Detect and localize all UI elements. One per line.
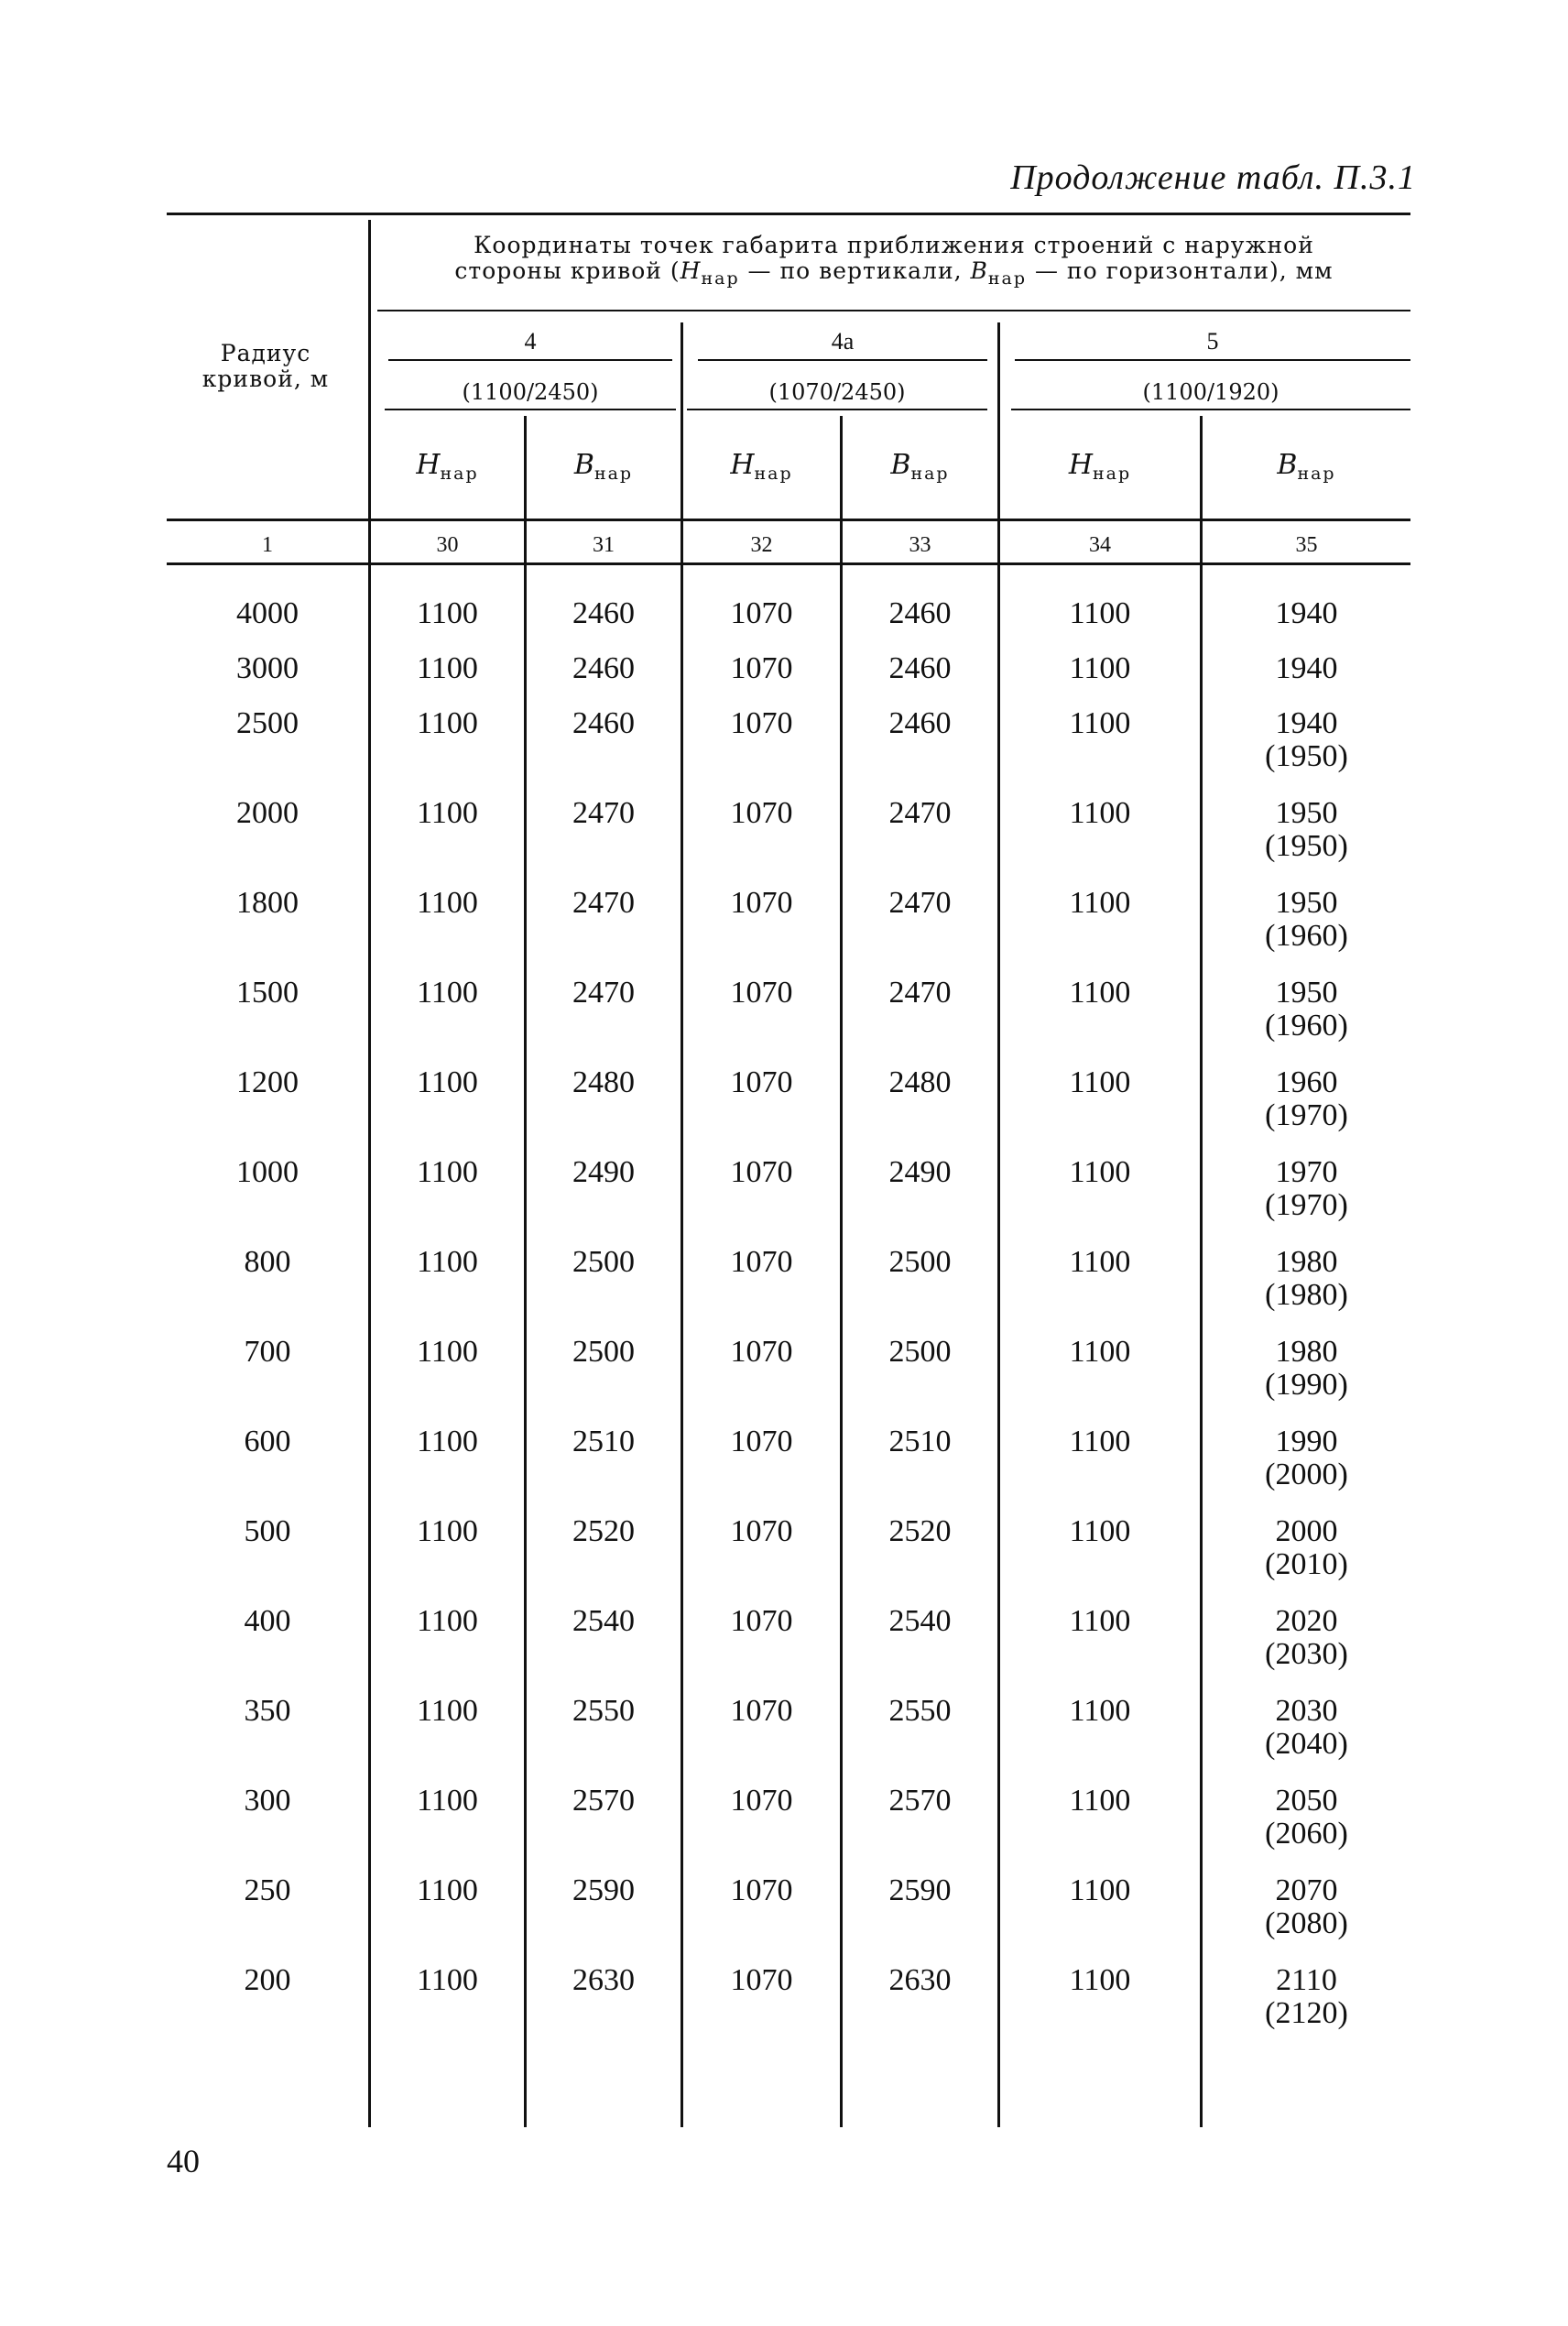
table-cell-34: 1100 — [1069, 796, 1131, 830]
caption-line-1: Координаты точек габарита приближения строений с наружной — [474, 232, 1314, 258]
radius-cell: 600 — [244, 1425, 291, 1458]
caption-text-c: — по горизонтали), мм — [1027, 257, 1334, 284]
radius-cell: 350 — [244, 1694, 291, 1728]
table-cell-30: 1100 — [417, 1514, 478, 1548]
table-cell-33: 2570 — [888, 1784, 952, 1818]
table-cell-30: 1100 — [417, 651, 478, 685]
table-cell-30: 1100 — [417, 796, 478, 830]
table-cell-35-bracketed: (2000) — [1265, 1458, 1348, 1491]
table-cell-35: 1940 — [1275, 596, 1338, 630]
table-cell-33: 2550 — [888, 1694, 952, 1728]
table-cell-31: 2470 — [572, 976, 635, 1010]
table-cell-32: 1070 — [730, 1065, 793, 1099]
radius-cell: 1200 — [236, 1065, 299, 1099]
table-cell-32: 1070 — [730, 1425, 793, 1458]
table-cell-35: 1980 — [1275, 1245, 1338, 1279]
radius-cell: 200 — [244, 1963, 291, 1997]
table-cell-33: 2500 — [888, 1245, 952, 1279]
table-cell-35: 1950 — [1275, 796, 1338, 830]
table-cell-31: 2460 — [572, 651, 635, 685]
caption-b-sub: нар — [987, 268, 1028, 289]
column-number-32: 32 — [750, 533, 773, 557]
table-cell-33: 2510 — [888, 1425, 952, 1458]
radius-cell: 700 — [244, 1335, 291, 1369]
table-cell-32: 1070 — [730, 886, 793, 920]
table-cell-32: 1070 — [730, 1514, 793, 1548]
radius-header — [167, 341, 365, 392]
page-title: Продолжение табл. П.3.1 — [1010, 158, 1416, 197]
table-cell-35: 1980 — [1275, 1335, 1338, 1369]
group-5-label-rule — [1015, 359, 1410, 361]
table-cell-31: 2630 — [572, 1963, 635, 1997]
table-cell-31: 2470 — [572, 796, 635, 830]
table-cell-30: 1100 — [417, 976, 478, 1010]
table-cell-34: 1100 — [1069, 1155, 1131, 1189]
subheader-bottom-rule — [167, 519, 1410, 521]
radius-cell: 400 — [244, 1604, 291, 1638]
group-5-profile-rule — [1011, 409, 1410, 410]
column-number-33: 33 — [909, 533, 931, 557]
group-4a-profile-rule — [687, 409, 987, 410]
table-cell-33: 2500 — [888, 1335, 952, 1369]
radius-cell: 800 — [244, 1245, 291, 1279]
column-number-1: 1 — [262, 533, 273, 557]
group-profile-5: (1100/1920) — [1142, 379, 1279, 405]
table-cell-34: 1100 — [1069, 1604, 1131, 1638]
table-cell-34: 1100 — [1069, 886, 1131, 920]
table-cell-35: 1940 — [1275, 651, 1338, 685]
table-cell-33: 2460 — [888, 596, 952, 630]
table-caption — [377, 232, 1410, 289]
caption-line-2 — [377, 257, 1410, 289]
table-cell-31: 2470 — [572, 886, 635, 920]
table-cell-31: 2500 — [572, 1245, 635, 1279]
table-cell-33: 2470 — [888, 976, 952, 1010]
table-cell-30: 1100 — [417, 886, 478, 920]
table-cell-33: 2590 — [888, 1873, 952, 1907]
table-cell-34: 1100 — [1069, 596, 1131, 630]
table-cell-34: 1100 — [1069, 1065, 1131, 1099]
radius-cell: 300 — [244, 1784, 291, 1818]
column-number-30: 30 — [436, 533, 459, 557]
table-cell-31: 2500 — [572, 1335, 635, 1369]
table-cell-32: 1070 — [730, 1784, 793, 1818]
radius-cell: 500 — [244, 1514, 291, 1548]
table-cell-32: 1070 — [730, 1335, 793, 1369]
table-cell-35: 1950 — [1275, 976, 1338, 1010]
table-cell-31: 2590 — [572, 1873, 635, 1907]
table-cell-35-bracketed: (1960) — [1265, 1009, 1348, 1043]
table-cell-31: 2460 — [572, 706, 635, 740]
table-cell-35-bracketed: (2120) — [1265, 1996, 1348, 2030]
table-cell-31: 2490 — [572, 1155, 635, 1189]
table-cell-30: 1100 — [417, 1694, 478, 1728]
radius-cell: 1000 — [236, 1155, 299, 1189]
table-cell-33: 2460 — [888, 706, 952, 740]
radius-cell: 2000 — [236, 796, 299, 830]
table-cell-30: 1100 — [417, 706, 478, 740]
caption-text-b: — по вертикали, — [739, 257, 971, 284]
table-cell-30: 1100 — [417, 1784, 478, 1818]
table-cell-33: 2470 — [888, 796, 952, 830]
table-cell-33: 2520 — [888, 1514, 952, 1548]
table-cell-30: 1100 — [417, 1245, 478, 1279]
table-cell-34: 1100 — [1069, 1784, 1131, 1818]
table-cell-35: 2030 — [1275, 1694, 1338, 1728]
table-cell-32: 1070 — [730, 1963, 793, 1997]
table-cell-32: 1070 — [730, 1694, 793, 1728]
column-number-34: 34 — [1089, 533, 1111, 557]
subheader-col-30: $H_{нар}$ — [416, 449, 479, 484]
table-cell-33: 2460 — [888, 651, 952, 685]
table-cell-34: 1100 — [1069, 651, 1131, 685]
table-cell-35-bracketed: (1970) — [1265, 1098, 1348, 1132]
table-cell-34: 1100 — [1069, 1694, 1131, 1728]
table-cell-35-bracketed: (2080) — [1265, 1906, 1348, 1940]
table-cell-35: 2000 — [1275, 1514, 1338, 1548]
table-cell-31: 2510 — [572, 1425, 635, 1458]
caption-bottom-rule — [377, 310, 1410, 311]
table-cell-35-bracketed: (1960) — [1265, 919, 1348, 953]
table-cell-35-bracketed: (2040) — [1265, 1727, 1348, 1761]
group-label-4: 4 — [524, 328, 537, 355]
table-cell-33: 2630 — [888, 1963, 952, 1997]
group-4a-label-rule — [698, 359, 987, 361]
radius-cell: 250 — [244, 1873, 291, 1907]
table-cell-35: 2020 — [1275, 1604, 1338, 1638]
page-number: 40 — [167, 2143, 200, 2179]
table-cell-34: 1100 — [1069, 1245, 1131, 1279]
table-cell-31: 2460 — [572, 596, 635, 630]
table-cell-34: 1100 — [1069, 1514, 1131, 1548]
caption-b-var: B — [970, 257, 988, 284]
table-cell-32: 1070 — [730, 1245, 793, 1279]
table-cell-31: 2540 — [572, 1604, 635, 1638]
table-cell-31: 2570 — [572, 1784, 635, 1818]
table-cell-35: 1990 — [1275, 1425, 1338, 1458]
group-divider-1 — [681, 322, 683, 2127]
table-cell-30: 1100 — [417, 1963, 478, 1997]
column-number-31: 31 — [593, 533, 615, 557]
table-cell-30: 1100 — [417, 1604, 478, 1638]
table-cell-35-bracketed: (1990) — [1265, 1368, 1348, 1402]
table-cell-35: 1970 — [1275, 1155, 1338, 1189]
group-profile-4a: (1070/2450) — [768, 379, 906, 405]
table-cell-35-bracketed: (1950) — [1265, 829, 1348, 863]
table-cell-30: 1100 — [417, 1155, 478, 1189]
table-cell-35-bracketed: (1950) — [1265, 739, 1348, 773]
radius-header-line-1: Радиус — [220, 340, 311, 366]
subheader-col-33: $B_{нар}$ — [890, 449, 950, 484]
table-cell-35-bracketed: (2030) — [1265, 1637, 1348, 1671]
table-cell-35-bracketed: (1980) — [1265, 1278, 1348, 1312]
group-label-5: 5 — [1206, 328, 1219, 355]
table-cell-33: 2470 — [888, 886, 952, 920]
subheader-col-34: $H_{нар}$ — [1068, 449, 1132, 484]
table-cell-35-bracketed: (2060) — [1265, 1817, 1348, 1851]
table-cell-30: 1100 — [417, 1425, 478, 1458]
table-cell-35: 2110 — [1276, 1963, 1337, 1997]
table-cell-32: 1070 — [730, 976, 793, 1010]
table-cell-32: 1070 — [730, 651, 793, 685]
table-cell-33: 2490 — [888, 1155, 952, 1189]
group-4-label-rule — [388, 359, 672, 361]
table-cell-32: 1070 — [730, 596, 793, 630]
group-profile-4: (1100/2450) — [462, 379, 599, 405]
table-cell-31: 2550 — [572, 1694, 635, 1728]
table-cell-35-bracketed: (1970) — [1265, 1188, 1348, 1222]
table-cell-35-bracketed: (2010) — [1265, 1547, 1348, 1581]
subheader-col-31: $B_{нар}$ — [573, 449, 634, 484]
table-cell-34: 1100 — [1069, 706, 1131, 740]
radius-cell: 4000 — [236, 596, 299, 630]
group-label-4a: 4а — [831, 328, 855, 355]
caption-h-var: H — [680, 257, 702, 284]
radius-cell: 2500 — [236, 706, 299, 740]
caption-h-sub: нар — [701, 268, 740, 289]
table-cell-32: 1070 — [730, 1604, 793, 1638]
radius-cell: 1800 — [236, 886, 299, 920]
table-cell-30: 1100 — [417, 596, 478, 630]
subheader-col-35: $B_{нар}$ — [1277, 449, 1336, 484]
table-cell-33: 2480 — [888, 1065, 952, 1099]
table-cell-32: 1070 — [730, 706, 793, 740]
table-cell-34: 1100 — [1069, 1963, 1131, 1997]
table-cell-30: 1100 — [417, 1065, 478, 1099]
table-cell-34: 1100 — [1069, 1873, 1131, 1907]
table-cell-30: 1100 — [417, 1335, 478, 1369]
subheader-col-32: $H_{нар}$ — [730, 449, 793, 484]
table-cell-31: 2520 — [572, 1514, 635, 1548]
table-cell-35: 1950 — [1275, 886, 1338, 920]
table-cell-31: 2480 — [572, 1065, 635, 1099]
caption-text-a: стороны кривой ( — [454, 257, 681, 284]
table-cell-34: 1100 — [1069, 976, 1131, 1010]
table-cell-35: 2050 — [1275, 1784, 1338, 1818]
table-cell-34: 1100 — [1069, 1335, 1131, 1369]
column-number-bottom-rule — [167, 562, 1410, 565]
group-divider-2 — [997, 322, 1000, 2127]
table-cell-30: 1100 — [417, 1873, 478, 1907]
table-top-rule — [167, 213, 1410, 215]
table-cell-34: 1100 — [1069, 1425, 1131, 1458]
group-4-profile-rule — [385, 409, 676, 410]
table-cell-32: 1070 — [730, 796, 793, 830]
table-cell-32: 1070 — [730, 1155, 793, 1189]
table-cell-35: 1940 — [1275, 706, 1338, 740]
table-cell-33: 2540 — [888, 1604, 952, 1638]
table-cell-32: 1070 — [730, 1873, 793, 1907]
table-cell-35: 1960 — [1275, 1065, 1338, 1099]
column-number-35: 35 — [1295, 533, 1318, 557]
radius-header-line-2: кривой, м — [201, 366, 330, 392]
table-cell-35: 2070 — [1275, 1873, 1338, 1907]
radius-cell: 1500 — [236, 976, 299, 1010]
radius-cell: 3000 — [236, 651, 299, 685]
